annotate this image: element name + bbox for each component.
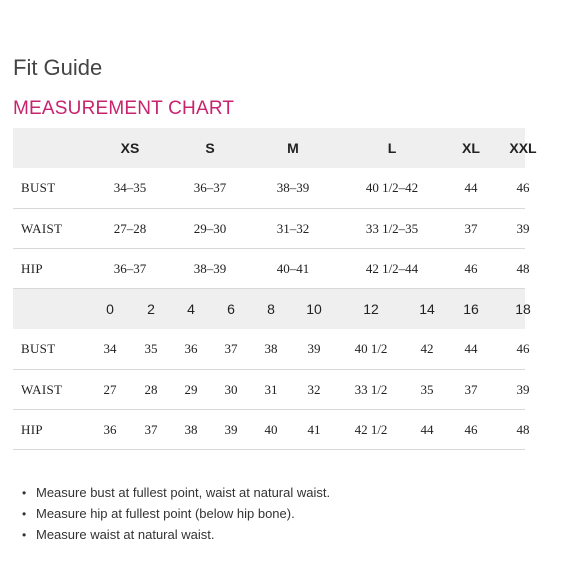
row-label-waist: WAIST (21, 220, 63, 236)
table-cell: 38 (264, 341, 278, 356)
table-cell: 40 1/2 (354, 341, 388, 356)
size-header-12: 12 (363, 301, 379, 317)
size-header-6: 6 (227, 301, 235, 317)
size-header-10: 10 (306, 301, 322, 317)
table-cell: 33 1/2 (354, 381, 388, 397)
note-text: Measure waist at natural waist. (36, 527, 215, 542)
row-label-bust: BUST (21, 180, 56, 195)
list-item (22, 503, 330, 524)
table-cell: 36–37 (193, 180, 227, 195)
table-cell: 40 (264, 421, 278, 437)
size-header-0: 0 (106, 301, 114, 317)
table-cell: 48 (516, 260, 530, 276)
table-cell: 36 (103, 421, 117, 437)
table-cell: 46 (516, 341, 530, 356)
size-header-2: 2 (147, 301, 155, 317)
table-cell: 37 (224, 341, 238, 356)
size-header-16: 16 (463, 301, 479, 317)
bullet-icon: • (22, 527, 27, 542)
list-item (22, 482, 330, 503)
table-cell: 44 (464, 180, 478, 195)
table-row (13, 370, 530, 410)
chart-heading: MEASUREMENT CHART (13, 98, 235, 119)
table-row (13, 209, 530, 249)
number-size-header-row (13, 289, 531, 329)
table-cell: 41 (307, 421, 321, 437)
table-cell: 40–41 (276, 260, 310, 276)
size-header-4: 4 (187, 301, 195, 317)
table-cell: 42 (420, 341, 434, 356)
table-row (13, 168, 530, 209)
table-cell: 39 (224, 421, 238, 437)
table-cell: 27–28 (113, 220, 147, 236)
note-text: Measure bust at fullest point, waist at natural waist. (36, 485, 331, 500)
size-header-s: S (205, 140, 215, 156)
measurement-table (13, 128, 537, 450)
table-cell: 46 (464, 421, 478, 437)
table-cell: 35 (420, 381, 434, 397)
measurement-notes (22, 482, 330, 545)
size-header-l: L (387, 140, 397, 156)
table-cell: 44 (420, 421, 434, 437)
table-cell: 39 (516, 381, 530, 397)
table-cell: 46 (516, 180, 530, 195)
table-cell: 48 (516, 421, 530, 437)
table-cell: 38–39 (193, 260, 227, 276)
list-item (22, 524, 330, 545)
table-row (13, 249, 530, 289)
table-cell: 38–39 (276, 180, 310, 195)
table-cell: 31–32 (276, 220, 310, 236)
table-cell: 39 (307, 341, 321, 356)
row-label-waist: WAIST (21, 381, 63, 397)
table-cell: 36 (184, 341, 198, 356)
table-cell: 44 (464, 341, 478, 356)
table-cell: 31 (264, 381, 278, 397)
table-cell: 27 (103, 381, 117, 397)
table-cell: 46 (464, 260, 478, 276)
table-cell: 39 (516, 220, 530, 236)
table-cell: 34 (103, 341, 117, 356)
table-cell: 30 (224, 381, 238, 397)
table-cell: 29 (184, 381, 198, 397)
table-cell: 28 (144, 381, 158, 397)
table-cell: 42 1/2–44 (365, 260, 419, 276)
note-text: Measure hip at fullest point (below hip bone). (36, 506, 295, 521)
size-header-xxl: XXL (509, 140, 537, 156)
table-row (13, 410, 530, 450)
table-cell: 38 (184, 421, 198, 437)
size-header-xl: XL (462, 140, 480, 156)
bullet-icon: • (22, 506, 27, 521)
table-cell: 40 1/2–42 (365, 180, 419, 195)
table-cell: 35 (144, 341, 158, 356)
size-header-14: 14 (419, 301, 435, 317)
size-header-xs: XS (120, 140, 140, 156)
size-header-8: 8 (267, 301, 275, 317)
table-row (13, 329, 530, 370)
table-cell: 42 1/2 (354, 421, 388, 437)
letter-size-header-row (13, 128, 537, 168)
table-cell: 32 (307, 381, 321, 397)
table-cell: 29–30 (193, 220, 227, 236)
size-header-m: M (287, 140, 299, 156)
table-cell: 33 1/2–35 (365, 220, 419, 236)
row-label-bust: BUST (21, 341, 56, 356)
table-cell: 36–37 (113, 260, 147, 276)
row-label-hip: HIP (21, 421, 43, 437)
page-title: Fit Guide (13, 55, 103, 80)
table-cell: 37 (144, 421, 158, 437)
table-cell: 37 (464, 220, 478, 236)
size-header-18: 18 (515, 301, 531, 317)
table-cell: 37 (464, 381, 478, 397)
row-label-hip: HIP (21, 260, 43, 276)
bullet-icon: • (22, 485, 27, 500)
table-cell: 34–35 (113, 180, 147, 195)
